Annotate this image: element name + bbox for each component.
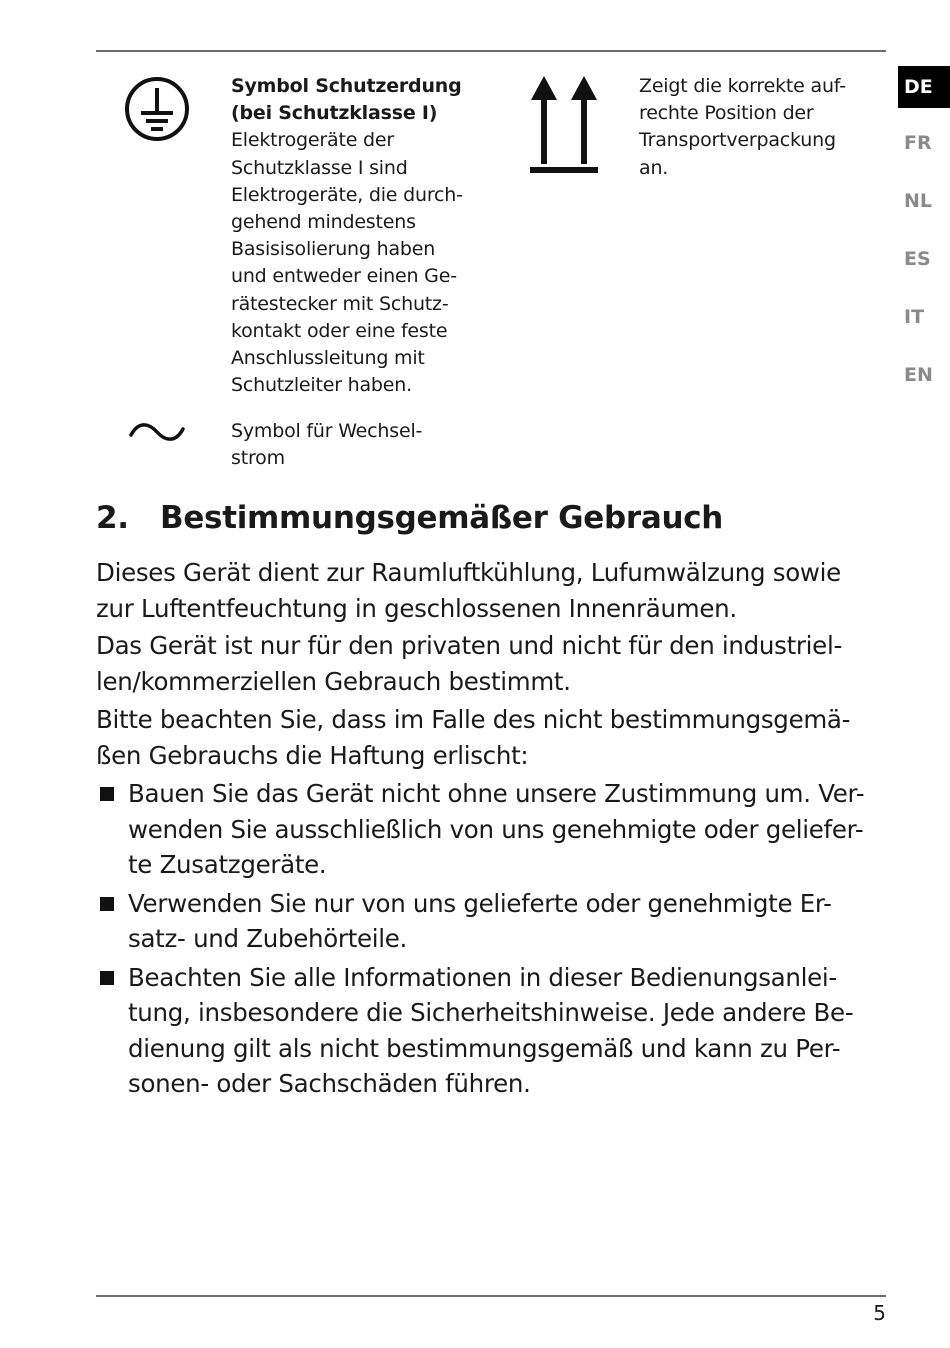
earth-text-line: Basisisolierung haben (231, 238, 436, 261)
list-item-line: Beachten Sie alle Informationen in dieser Bedienungsanlei- (128, 962, 837, 992)
list-item-line: dienung gilt als nicht bestimmungsgemäß und kann zu Per- (128, 1033, 841, 1063)
paragraph-line: ßen Gebrauchs die Haftung erlischt: (96, 740, 529, 770)
language-tab-de[interactable]: DE (898, 66, 950, 108)
earth-text-line: gehend mindestens (231, 211, 416, 234)
list-item (96, 886, 886, 957)
list-item (96, 776, 886, 883)
list-item-line: tung, insbesondere die Sicherheitshinweise. Jede andere Be- (128, 998, 854, 1027)
section-number: 2. (96, 500, 129, 536)
this-way-up-arrows-icon (528, 74, 600, 176)
arrows-text-line: Transportverpackung (639, 129, 836, 152)
paragraph (96, 555, 886, 626)
earth-title-line: Symbol Schutzerdung (231, 75, 462, 97)
ac-text-line: Symbol für Wechsel- (231, 420, 423, 442)
paragraph-line: zur Luftentfeuchtung in geschlossenen Innenräumen. (96, 593, 737, 623)
bottom-rule (96, 1295, 886, 1297)
list-item-line: satz- und Zubehörteile. (128, 924, 408, 953)
language-tab-nl[interactable]: NL (904, 190, 933, 212)
page-number: 5 (873, 1301, 886, 1325)
earth-title-line: (bei Schutzklasse I) (231, 102, 438, 125)
list-item (96, 960, 886, 1102)
earth-text-line: Elektrogeräte, die durch- (231, 183, 463, 206)
ac-symbol-description (231, 418, 422, 472)
arrows-symbol-description (639, 73, 846, 182)
section-title: Bestimmungsgemäßer Gebrauch (160, 500, 724, 536)
arrows-text-line: rechte Position der (639, 102, 814, 125)
list-item-line: te Zusatzgeräte. (128, 850, 327, 879)
list-item-line: sonen- oder Sachschäden führen. (128, 1069, 531, 1098)
language-tab-fr[interactable]: FR (904, 132, 932, 154)
earth-text-line: rätestecker mit Schutz- (231, 292, 449, 315)
earth-text-line: Elektrogeräte der (231, 129, 394, 152)
arrows-text-line: an. (639, 156, 669, 179)
list-item-line: Verwenden Sie nur von uns gelieferte oder genehmigte Er- (128, 888, 832, 918)
paragraph-line: Dieses Gerät dient zur Raumluftkühlung, Lufumwälzung sowie (96, 558, 841, 587)
bullet-square-icon (100, 971, 114, 985)
paragraph (96, 702, 886, 773)
ac-text-line: strom (231, 447, 285, 470)
arrows-text-line: Zeigt die korrekte auf- (639, 75, 846, 97)
bullet-square-icon (100, 787, 114, 801)
top-rule (96, 50, 886, 52)
alternating-current-icon (128, 420, 186, 444)
section-heading (96, 500, 723, 536)
protective-earth-icon (124, 76, 190, 142)
earth-text-line: kontakt oder eine feste (231, 319, 448, 342)
paragraph-line: Das Gerät ist nur für den privaten und nicht für den industriel- (96, 631, 843, 660)
bullet-square-icon (100, 897, 114, 911)
list-item-line: Bauen Sie das Gerät nicht ohne unsere Zustimmung um. Ver- (128, 779, 865, 808)
language-tab-en[interactable]: EN (904, 364, 933, 386)
earth-text-line: Schutzklasse I sind (231, 156, 408, 179)
earth-text-line: und entweder einen Ge- (231, 265, 457, 288)
earth-text-line: Schutzleiter haben. (231, 374, 412, 397)
bullet-list (96, 776, 886, 1105)
earth-symbol-description (231, 73, 463, 399)
language-tab-it[interactable]: IT (904, 306, 925, 328)
list-item-line: wenden Sie ausschließlich von uns genehmigte oder geliefer- (128, 814, 864, 844)
earth-text-line: Anschlussleitung mit (231, 347, 425, 370)
paragraph-line: Bitte beachten Sie, dass im Falle des nicht bestimmungsgemä- (96, 705, 851, 734)
paragraph-line: len/kommerziellen Gebrauch bestimmt. (96, 666, 571, 696)
language-tab-es[interactable]: ES (904, 248, 931, 270)
paragraph (96, 628, 886, 699)
